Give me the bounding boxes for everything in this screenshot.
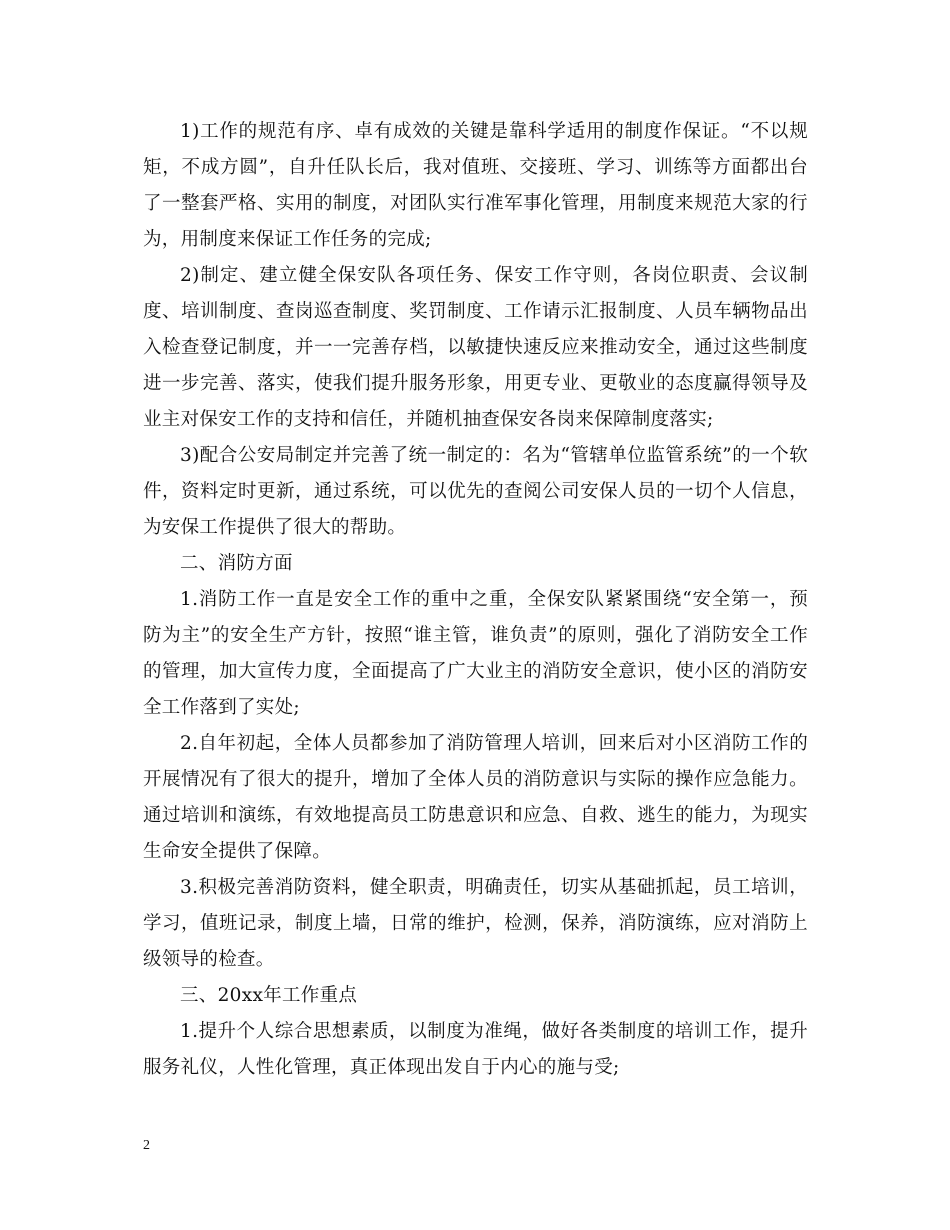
paragraph-fire-3: 3.积极完善消防资料，健全职责，明确责任，切实从基础抓起，员工培训，学习，值班记录，制度上墙，日常的维护，检测，保养，消防演练，应对消防上级领导的检查。 [143, 877, 808, 970]
paragraph-rules-1: 1)工作的规范有序、卓有成效的关键是靠科学适用的制度作保证。“不以规矩，不成方圆”，自升任队长后，我对值班、交接班、学习、训练等方面都出台了一整套严格、实用的制度，对团队实行准军事化管理，用制度来规范大家的行为，用制度来保证工作任务的完成; [143, 121, 808, 250]
section-heading-fire: 二、消防方面 [180, 553, 293, 574]
document-body [143, 114, 808, 1086]
paragraph-fire-2: 2.自年初起，全体人员都参加了消防管理人培训，回来后对小区消防工作的开展情况有了很大的提升，增加了全体人员的消防意识与实际的操作应急能力。通过培训和演练，有效地提高员工防患意识和应急、自救、逃生的能力，为现实生命安全提供了保障。 [143, 733, 808, 862]
paragraph-fire-1: 1.消防工作一直是安全工作的重中之重，全保安队紧紧围绕“安全第一，预防为主”的安全生产方针，按照“谁主管，谁负责”的原则，强化了消防安全工作的管理，加大宣传力度，全面提高了广大业主的消防安全意识，使小区的消防安全工作落到了实处; [143, 589, 808, 718]
paragraph-rules-3: 3)配合公安局制定并完善了统一制定的：名为“管辖单位监管系统”的一个软件，资料定时更新，通过系统，可以优先的查阅公司安保人员的一切个人信息，为安保工作提供了很大的帮助。 [143, 445, 808, 538]
paragraph-priority-1: 1.提升个人综合思想素质，以制度为准绳，做好各类制度的培训工作，提升服务礼仪，人性化管理，真正体现出发自于内心的施与受; [143, 1021, 808, 1078]
page-number: 2 [143, 1138, 150, 1153]
paragraph-rules-2: 2)制定、建立健全保安队各项任务、保安工作守则，各岗位职责、会议制度、培训制度、查岗巡查制度、奖罚制度、工作请示汇报制度、人员车辆物品出入检查登记制度，并一一完善存档，以敏捷快速反应来推动安全，通过这些制度进一步完善、落实，使我们提升服务形象，用更专业、更敬业的态度赢得领导及业主对保安工作的支持和信任，并随机抽查保安各岗来保障制度落实; [143, 265, 808, 430]
section-heading-priorities: 三、20xx年工作重点 [180, 985, 358, 1006]
